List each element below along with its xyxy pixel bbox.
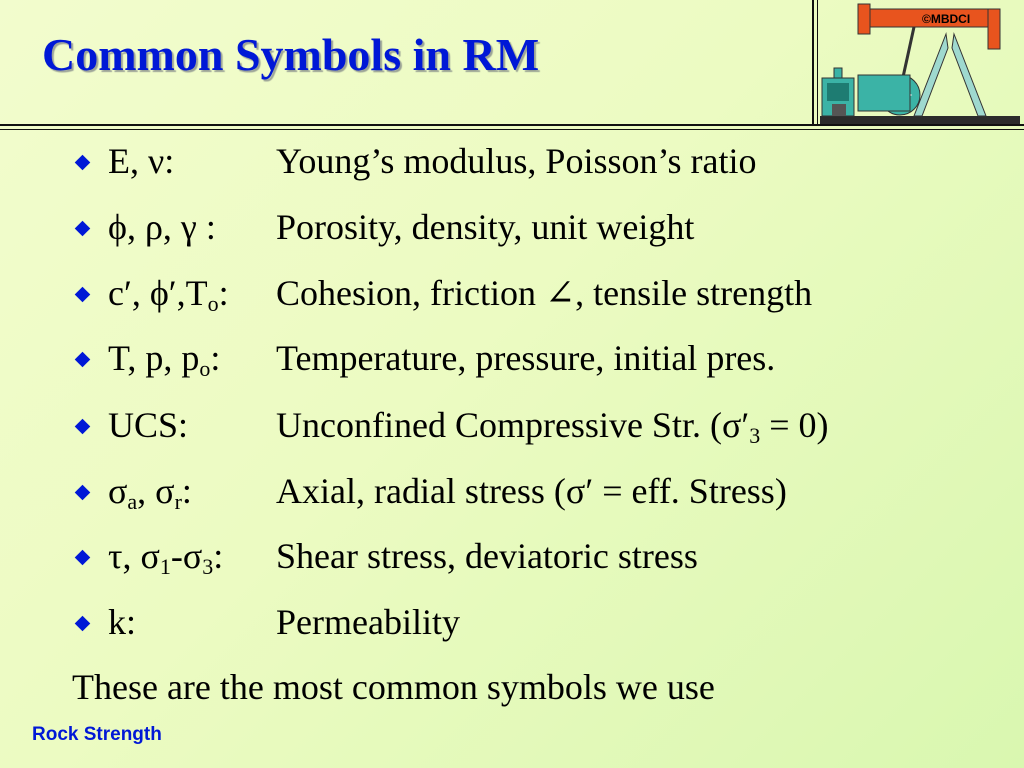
description-text: Porosity, density, unit weight xyxy=(276,207,695,247)
symbol-subscript: a xyxy=(127,489,138,514)
symbol-colon: : xyxy=(181,471,192,511)
description-text: Axial, radial stress (σ′ = eff. Stress) xyxy=(276,471,787,511)
list-item xyxy=(70,462,1010,522)
header-divider-vertical xyxy=(812,0,814,126)
list-item xyxy=(70,527,1010,587)
symbol-colon: : xyxy=(218,273,229,313)
symbol-text: k: xyxy=(108,602,137,642)
symbol-text: UCS: xyxy=(108,405,189,445)
description-main: Unconfined Compressive Str. (σ′ xyxy=(276,405,750,445)
description-text: Permeability xyxy=(276,602,460,642)
symbol-subscript: 1 xyxy=(159,554,171,579)
diamond-bullet-icon xyxy=(75,287,91,303)
symbol-colon: : xyxy=(210,338,221,378)
description-text xyxy=(276,404,829,446)
closing-statement: These are the most common symbols we use xyxy=(72,667,715,707)
diamond-bullet-icon xyxy=(75,550,91,566)
symbol-main: -σ xyxy=(170,536,203,576)
description-text: Young’s modulus, Poisson’s ratio xyxy=(276,141,757,181)
header-rule-thin xyxy=(0,129,1024,130)
symbol-subscript: o xyxy=(207,291,219,316)
list-item xyxy=(70,329,1010,389)
symbol-text xyxy=(108,272,229,314)
footer-label: Rock Strength xyxy=(32,724,162,745)
description-text: Cohesion, friction ∠, tensile strength xyxy=(276,273,813,313)
symbol-main: , σ xyxy=(137,471,175,511)
diamond-bullet-icon xyxy=(75,352,91,368)
symbol-main: τ, σ xyxy=(108,536,160,576)
symbol-subscript: 3 xyxy=(202,554,214,579)
header-rule xyxy=(0,124,1024,126)
list-item xyxy=(70,396,1010,456)
symbol-main: T, p, p xyxy=(108,338,200,378)
list-item xyxy=(70,198,1010,258)
slide-title: Common Symbols in RM xyxy=(42,29,540,80)
symbol-text xyxy=(108,535,223,577)
diamond-bullet-icon xyxy=(75,616,91,632)
diamond-bullet-icon xyxy=(75,485,91,501)
symbol-main: c′, ϕ′,T xyxy=(108,273,208,313)
symbol-text xyxy=(108,470,192,512)
pump-jack-logo xyxy=(818,0,1024,124)
description-tail: = 0) xyxy=(760,405,829,445)
logo-copyright-text: ©MBDCI xyxy=(922,12,971,26)
symbol-text: ϕ, ρ, γ : xyxy=(108,207,216,247)
description-subscript: 3 xyxy=(749,423,761,448)
list-item xyxy=(70,132,1010,192)
symbol-colon: : xyxy=(213,536,224,576)
description-text: Shear stress, deviatoric stress xyxy=(276,536,698,576)
symbol-text: E, ν: xyxy=(108,141,175,181)
description-text: Temperature, pressure, initial pres. xyxy=(276,338,776,378)
symbol-subscript: r xyxy=(174,489,182,514)
diamond-bullet-icon xyxy=(75,419,91,435)
symbol-text xyxy=(108,337,220,379)
diamond-bullet-icon xyxy=(75,155,91,171)
list-item xyxy=(70,264,1010,324)
diamond-bullet-icon xyxy=(75,221,91,237)
list-item xyxy=(70,593,1010,653)
symbol-main: σ xyxy=(108,471,128,511)
symbol-subscript: o xyxy=(199,356,211,381)
